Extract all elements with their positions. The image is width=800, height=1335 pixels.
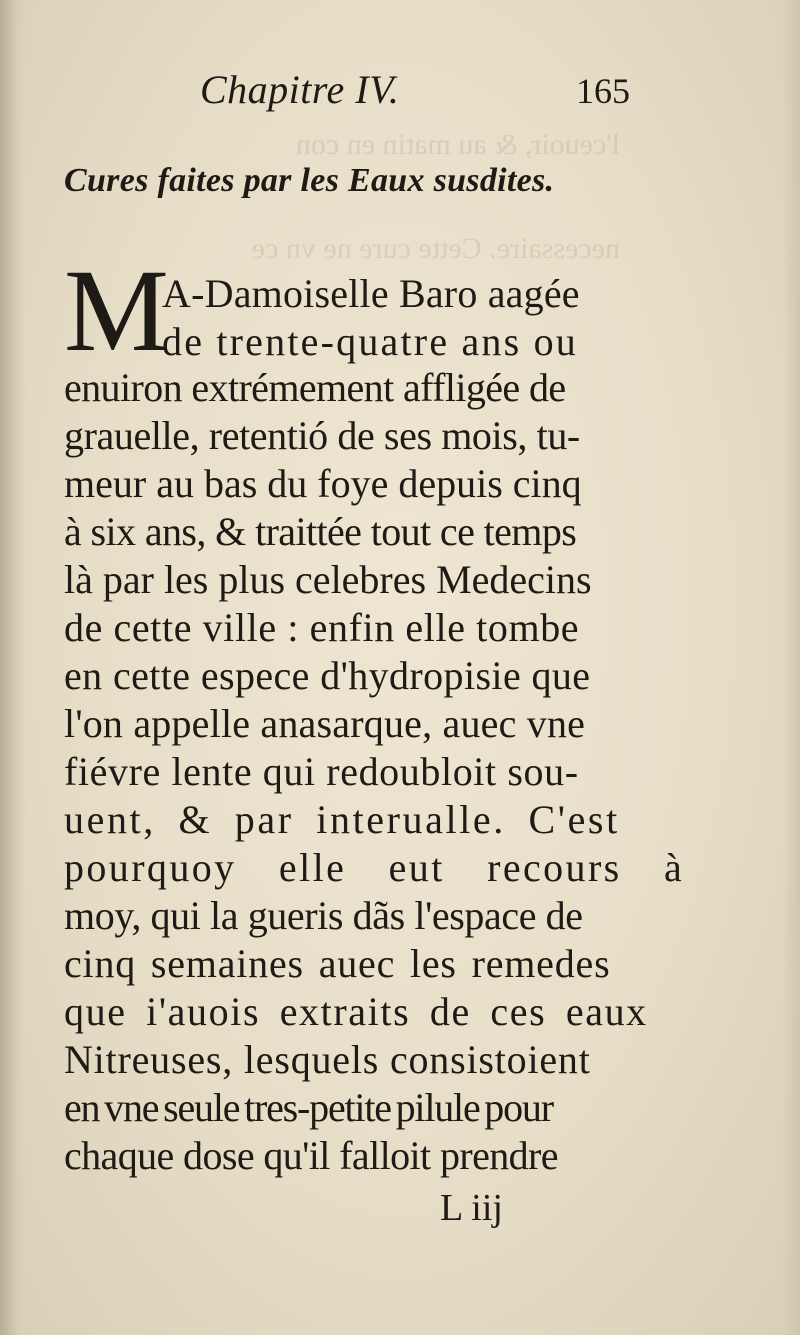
running-title: Chapitre IV. (200, 67, 400, 112)
text-line: enuiron extrémement affligée de (64, 365, 566, 410)
text-line: moy, qui la gueris dãs l'espace de (64, 893, 583, 938)
text-line: Nitreuses, lesquels consistoient (64, 1037, 591, 1082)
text-line: uent, & par interualle. C'est (64, 797, 620, 842)
text-line: A-Damoiselle Baro aagée (162, 271, 580, 316)
page-edge-shadow (782, 0, 800, 1335)
bleed-through-text: necessaire. Cette cure ne vn ce (251, 232, 620, 265)
running-header (200, 66, 630, 122)
text-line: de trente-quatre ans ou (162, 319, 578, 364)
text-line: à six ans, & traittée tout ce temps (64, 509, 577, 554)
text-line: fiévre lente qui redoubloit sou- (64, 749, 579, 794)
text-line: de cette ville : enfin elle tombe (64, 605, 580, 650)
signature-mark: L iij (440, 1187, 503, 1229)
text-line: là par les plus celebres Medecins (64, 557, 592, 602)
text-line: cinq semaines auec les remedes (64, 941, 611, 986)
bleed-through-text: l'ceuoir, & au matin en con (295, 128, 620, 161)
text-line: l'on appelle anasarque, auec vne (64, 701, 586, 746)
text-line: meur au bas du foye depuis cinq (64, 461, 582, 506)
page-number: 165 (576, 71, 630, 111)
text-line: en vne seule tres-petite pilule pour (64, 1085, 553, 1130)
text-line: que i'auois extraits de ces eaux (64, 989, 648, 1034)
page-gutter-shadow (0, 0, 26, 1335)
text-line: pourquoy elle eut recours à (64, 845, 685, 890)
text-line: en cette espece d'hydropisie que (64, 653, 591, 698)
text-line: chaque dose qu'il falloit prendre (64, 1133, 558, 1178)
drop-cap: M (64, 245, 169, 376)
text-line: grauelle, retentió de ses mois, tu- (64, 413, 580, 458)
section-title: Cures faites par les Eaux susdites. (64, 162, 555, 199)
